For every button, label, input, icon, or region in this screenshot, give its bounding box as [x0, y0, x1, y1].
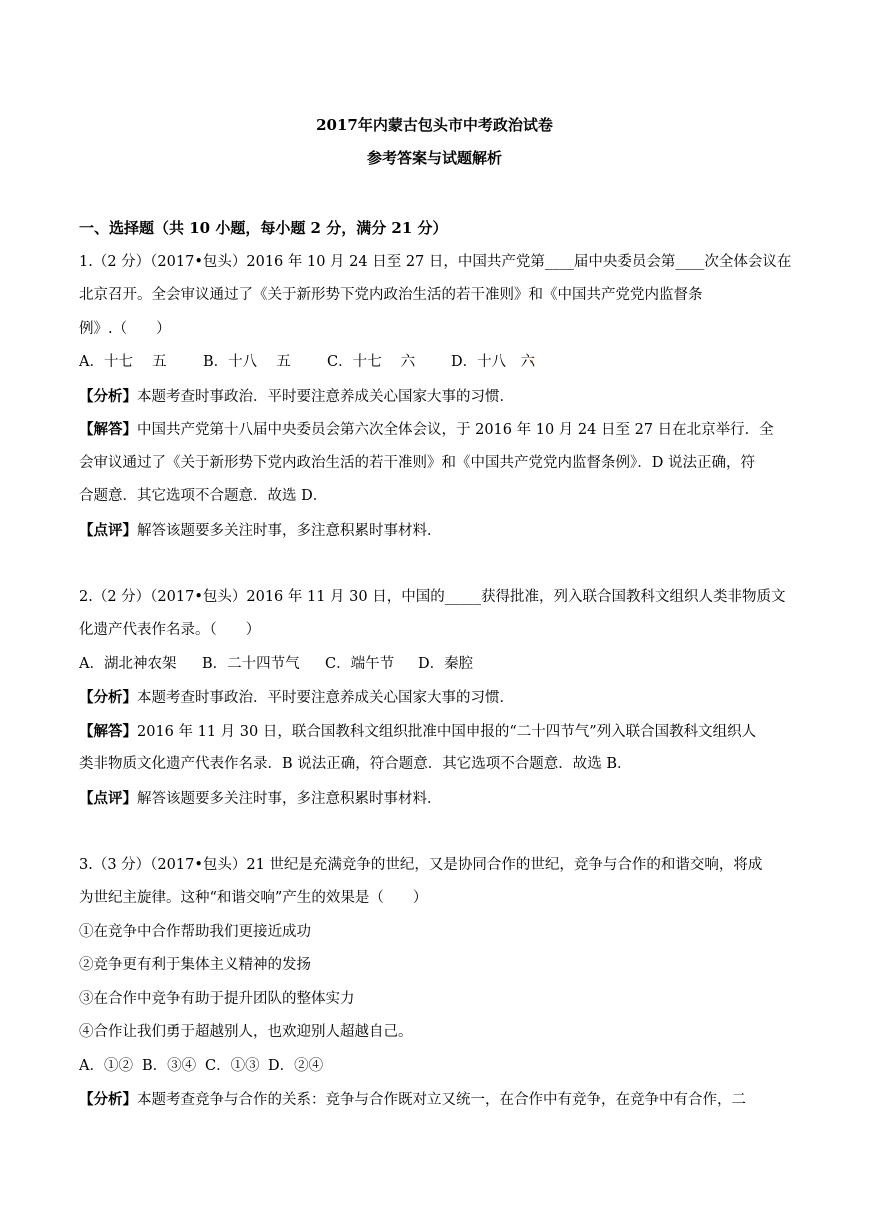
- answer-line: 合题意．其它选项不合题意．故选 D．: [79, 488, 328, 504]
- statement-1: ①在竞争中合作帮助我们更接近成功: [79, 923, 311, 940]
- option-d: D．②④: [268, 1057, 324, 1074]
- question-stem: 为世纪主旋律。这种“和谐交响”产生的效果是（ ）: [79, 890, 428, 906]
- analysis-tag: 【分析】: [79, 387, 137, 405]
- answer-text: 2016 年 11 月 30 日，联合国教科文组织批准中国申报的“二十四节气”列入联合国教科文组织人: [137, 723, 757, 740]
- question-stem: 北京召开。全会审议通过了《关于新形势下党内政治生活的若干准则》和《中国共产党党内监督条: [79, 287, 703, 303]
- document-title: 2017年内蒙古包头市中考政治试卷: [316, 116, 553, 134]
- question-stem: 化遗产代表作名录。（ ）: [79, 622, 261, 638]
- analysis-text: 本题考查时事政治．平时要注意养成关心国家大事的习惯．: [137, 388, 514, 405]
- answer-line: [79, 413, 795, 447]
- comment-line: [79, 782, 795, 816]
- answer-tag: 【解答】: [79, 722, 137, 740]
- statement-4: ④合作让我们勇于超越别人，也欢迎别人超越自己。: [79, 1024, 413, 1040]
- options-row: [79, 346, 795, 380]
- answer-line: 会审议通过了《关于新形势下党内政治生活的若干准则》和《中国共产党党内监督条例》．D 说法正确，符: [79, 454, 755, 471]
- comment-line: [79, 514, 795, 548]
- question-3: [79, 849, 795, 1117]
- answer-tag: 【解答】: [79, 421, 137, 438]
- analysis-tag: 【分析】: [79, 1091, 137, 1108]
- question-stem: 例》.（ ）: [79, 320, 171, 337]
- option-c: C．端午节: [325, 655, 395, 672]
- question-stem: 1.（2 分）（2017•包头）2016 年 10 月 24 日至 27 日，中国共产党第____届中央委员会第____次全体会议在: [79, 253, 792, 270]
- section-heading: 一、选择题（共 10 小题，每小题 2 分，满分 21 分）: [79, 219, 448, 237]
- answer-line: 类非物质文化遗产代表作名录．B 说法正确，符合题意．其它选项不合题意．故选 B．: [79, 756, 632, 772]
- answer-text: 中国共产党第十八届中央委员会第六次全体会议，于 2016 年 10 月 24 日至 27 日在北京举行．全: [137, 422, 774, 438]
- document-subtitle: 参考答案与试题解析: [366, 149, 502, 167]
- document-body: [79, 212, 795, 1117]
- comment-text: 解答该题要多关注时事，多注意积累时事材料．: [137, 522, 442, 539]
- option-d: D．秦腔: [418, 655, 474, 672]
- option-c: C．十七 六: [327, 354, 416, 370]
- question-1: [79, 246, 795, 548]
- question-stem: 3.（3 分）（2017•包头）21 世纪是充满竞争的世纪，又是协同合作的世纪，竞争与合作的和谐交响，将成: [79, 856, 763, 873]
- option-b: B．十八 五: [203, 354, 291, 370]
- answer-line: [79, 715, 795, 749]
- analysis-line: [79, 1083, 795, 1117]
- option-b: B．③④: [142, 1057, 197, 1074]
- analysis-text: 本题考查竞争与合作的关系：竞争与合作既对立又统一，在合作中有竞争，在竞争中有合作，二: [137, 1092, 746, 1108]
- analysis-line: [79, 380, 795, 414]
- question-stem: 2.（2 分）（2017•包头）2016 年 11 月 30 日，中国的_____获得批准，列入联合国教科文组织人类非物质文: [79, 588, 786, 605]
- options-row: [79, 648, 795, 682]
- option-a: A．十七 五: [79, 354, 167, 370]
- spacer: [79, 547, 795, 581]
- analysis-line: [79, 681, 795, 715]
- comment-tag: 【点评】: [79, 521, 137, 539]
- comment-tag: 【点评】: [79, 789, 137, 807]
- option-a: A．①②: [79, 1057, 133, 1074]
- statement-3: ③在合作中竞争有助于提升团队的整体实力: [79, 990, 355, 1007]
- option-d: D．十八 六: [451, 354, 536, 370]
- analysis-text: 本题考查时事政治．平时要注意养成关心国家大事的习惯．: [137, 690, 514, 706]
- spacer: [79, 815, 795, 849]
- option-b: B．二十四节气: [202, 655, 300, 672]
- option-c: C．①③: [205, 1057, 260, 1074]
- option-a: A．湖北神农架: [79, 655, 177, 672]
- statement-2: ②竞争更有利于集体主义精神的发扬: [79, 957, 311, 973]
- options-row: [79, 1050, 795, 1084]
- comment-text: 解答该题要多关注时事，多注意积累时事材料．: [137, 790, 442, 807]
- analysis-tag: 【分析】: [79, 689, 137, 706]
- question-2: [79, 581, 795, 816]
